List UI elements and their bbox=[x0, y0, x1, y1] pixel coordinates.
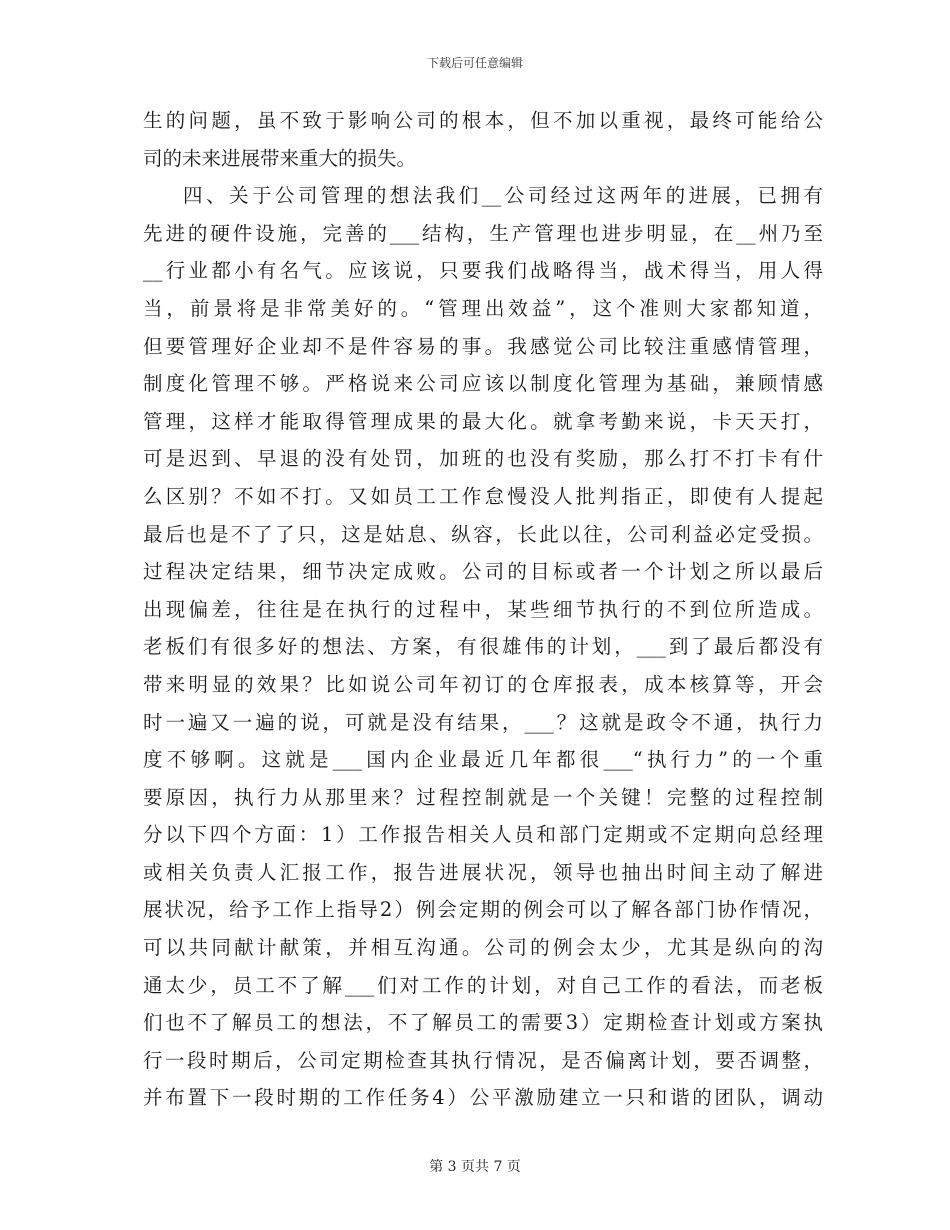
text-line: 老板们有很多好的想法、方案，有很雄伟的计划，___到了最后都没有 bbox=[143, 635, 823, 659]
text-line: 出现偏差，往往是在执行的过程中，某些细节执行的不到位所造成。 bbox=[143, 597, 823, 621]
text-line: 么区别？不如不打。又如员工工作怠慢没人批判指正，即使有人提起 bbox=[143, 484, 823, 508]
text-line: 行一段时期后，公司定期检查其执行情况，是否偏离计划，要否调整， bbox=[143, 1048, 823, 1072]
text-line: 生的问题，虽不致于影响公司的根本，但不加以重视，最终可能给公 bbox=[143, 109, 823, 132]
text-line: 管理，这样才能取得管理成果的最大化。就拿考勤来说，卡天天打， bbox=[143, 409, 823, 433]
text-line: 制度化管理不够。严格说来公司应该以制度化管理为基础，兼顾情感 bbox=[143, 372, 823, 396]
text-line: 带来明显的效果？比如说公司年初订的仓库报表，成本核算等，开会 bbox=[143, 672, 823, 696]
text-line: 时一遍又一遍的说，可就是没有结果，___？这就是政令不通，执行力 bbox=[143, 710, 823, 734]
text-line: 过程决定结果，细节决定成败。公司的目标或者一个计划之所以最后 bbox=[143, 560, 823, 584]
text-line: 们也不了解员工的想法，不了解员工的需要3）定期检查计划或方案执 bbox=[143, 1011, 823, 1035]
text-line: 可以共同献计献策，并相互沟通。公司的例会太少，尤其是纵向的沟 bbox=[143, 936, 823, 960]
text-line: 通太少，员工不了解___们对工作的计划，对自己工作的看法，而老板 bbox=[143, 973, 823, 997]
text-line: 最后也是不了了只，这是姑息、纵容，长此以往，公司利益必定受损。 bbox=[143, 522, 823, 546]
text-line: 当，前景将是非常美好的。“管理出效益”，这个准则大家都知道， bbox=[143, 296, 823, 320]
text-line: 分以下四个方面：1）工作报告相关人员和部门定期或不定期向总经理 bbox=[143, 823, 823, 847]
text-line: 并布置下一段时期的工作任务4）公平激励建立一只和谐的团队，调动 bbox=[143, 1086, 823, 1110]
body-text bbox=[143, 102, 823, 1117]
text-line: 先进的硬件设施，完善的___结构，生产管理也进步明显，在__州乃至 bbox=[143, 221, 823, 245]
page-header: 下载后可任意编辑 bbox=[426, 56, 523, 70]
text-line: 要原因，执行力从那里来？过程控制就是一个关键！完整的过程控制 bbox=[143, 785, 823, 809]
text-line: 但要管理好企业却不是件容易的事。我感觉公司比较注重感情管理， bbox=[143, 334, 823, 358]
text-line: 可是迟到、早退的没有处罚，加班的也没有奖励，那么打不打卡有什 bbox=[143, 447, 823, 471]
text-line: 司的未来进展带来重大的损失。 bbox=[143, 146, 417, 170]
text-line: __行业都小有名气。应该说，只要我们战略得当，战术得当，用人得 bbox=[143, 259, 823, 283]
text-line: 或相关负责人汇报工作，报告进展状况，领导也抽出时间主动了解进 bbox=[143, 860, 823, 884]
text-line: 四、关于公司管理的想法我们__公司经过这两年的进展，已拥有 bbox=[183, 184, 823, 208]
text-line: 展状况，给予工作上指导2）例会定期的例会可以了解各部门协作情况， bbox=[143, 898, 823, 922]
text-line: 度不够啊。这就是___国内企业最近几年都很___“执行力”的一个重 bbox=[143, 748, 823, 772]
page-footer: 第 3 页共 7 页 bbox=[429, 1159, 521, 1175]
